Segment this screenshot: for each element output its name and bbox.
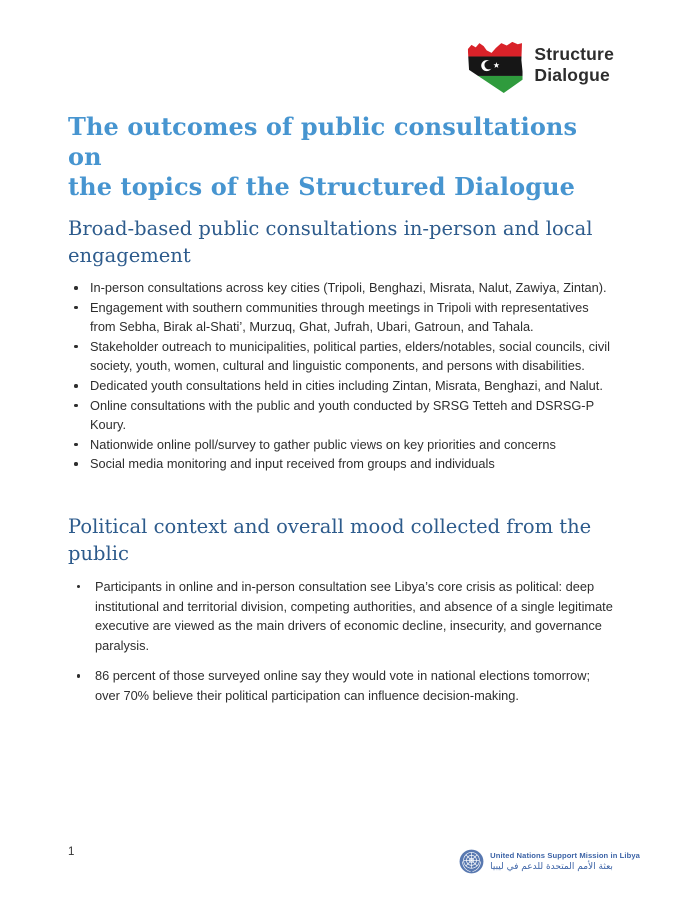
page-title-line2: the topics of the Structured Dialogue <box>68 172 575 201</box>
list-item: Engagement with southern communities through meetings in Tripoli with representatives from Sebha, Birak al-Shati’, Murzuq, Ghat, Jufrah, Ubari, Gatroun, and Tahala. <box>68 298 616 337</box>
page-number: 1 <box>68 846 75 858</box>
unsmil-text <box>490 850 640 873</box>
political-context-bullet-list <box>68 577 616 706</box>
section-political-context <box>68 513 616 706</box>
list-item: Stakeholder outreach to municipalities, political parties, elders/notables, social councils, civil society, youth, women, cultural and linguistic components, and persons with disabilities. <box>68 337 616 376</box>
brand-name-line2: Dialogue <box>534 65 610 85</box>
brand-name-line1: Structure <box>534 44 614 64</box>
unsmil-name-ar: بعثة الأمم المتحدة للدعم في ليبيا <box>490 862 613 872</box>
section-heading-consultations: Broad-based public consultations in-person and local engagement <box>68 217 593 267</box>
page-title-line1: The outcomes of public consultations on <box>68 112 578 171</box>
list-item: In-person consultations across key cities (Tripoli, Benghazi, Misrata, Nalut, Zawiya, Zintan). <box>68 278 616 298</box>
consultations-bullet-list <box>68 278 616 474</box>
list-item: Nationwide online poll/survey to gather public views on key priorities and concerns <box>68 435 616 455</box>
list-item: 86 percent of those surveyed online say they would vote in national elections tomorrow; over 70% believe their political participation can influence decision-making. <box>68 666 616 705</box>
section-consultations <box>68 215 616 474</box>
unsmil-name-en: United Nations Support Mission in Libya <box>490 851 640 860</box>
list-item: Participants in online and in-person consultation see Libya’s core crisis as political: deep institutional and territorial division, competing authorities, and absence of a single legitimate executive are viewed as the main drivers of economic decline, insecurity, and governance paralysis. <box>68 577 616 655</box>
page-title <box>68 112 616 202</box>
structure-dialogue-logo <box>463 37 614 93</box>
un-emblem-icon <box>459 849 484 874</box>
section-heading-political-context: Political context and overall mood collected from the public <box>68 514 592 565</box>
document-content <box>68 112 616 717</box>
list-item: Social media monitoring and input received from groups and individuals <box>68 454 616 474</box>
libya-map-icon <box>463 37 525 93</box>
unsmil-logo <box>459 849 640 874</box>
list-item: Dedicated youth consultations held in cities including Zintan, Misrata, Benghazi, and Nalut. <box>68 376 616 396</box>
list-item: Online consultations with the public and youth conducted by SRSG Tetteh and DSRSG-P Koury. <box>68 396 616 435</box>
